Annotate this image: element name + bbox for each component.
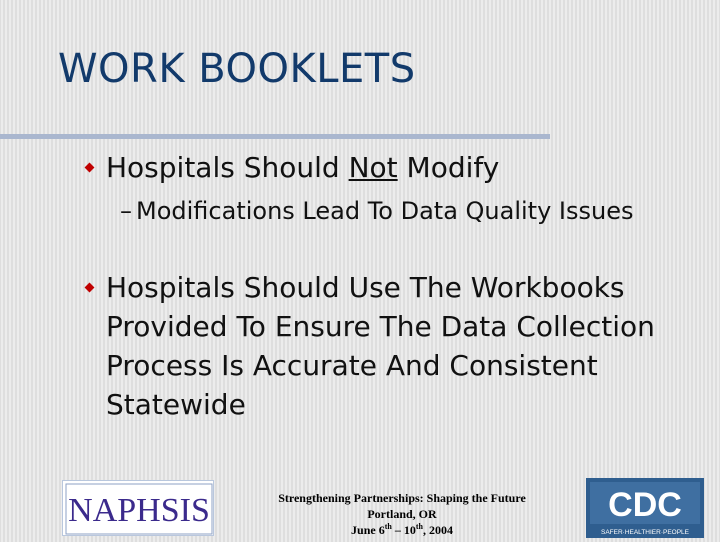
bullet-text-2: Hospitals Should Use The Workbooks Provided To Ensure The Data Collection Process Is Accurate And Consistent Statewide [106,271,655,421]
dash-bullet-icon: – [120,197,132,225]
footer-caption [262,490,542,538]
footer-date-sep: – 10 [391,523,416,537]
sub-bullet-item-1 [120,195,680,227]
bullet-1-prefix: Hospitals Should [106,151,349,184]
sub-bullet-text-1: Modifications Lead To Data Quality Issues [136,197,634,225]
naphsis-logo [62,480,214,536]
footer-line-1: Strengthening Partnerships: Shaping the Future [278,491,526,505]
bullet-1-suffix: Modify [397,151,500,184]
cdc-logo-text: CDC [608,486,682,524]
footer-line-2: Portland, OR [367,507,437,521]
cdc-tagline-text: SAFER·HEALTHIER·PEOPLE [600,529,690,536]
bullet-1-emphasis: Not [348,151,398,184]
cdc-logo-graphic [586,478,704,538]
footer-date-start: June 6 [351,523,385,537]
cdc-logo [586,478,704,538]
diamond-bullet-icon [85,163,95,173]
footer-date-start-sup: th [384,522,392,531]
slide-title: WORK BOOKLETS [58,46,416,92]
footer-line-3 [262,522,542,538]
bullet-item-2 [86,268,696,424]
naphsis-logo-text: NAPHSIS [68,492,210,529]
diamond-bullet-icon [85,283,95,293]
footer-date-end-sup: th [415,522,423,531]
bullet-text-1 [106,148,499,187]
title-divider [0,134,550,139]
naphsis-logo-graphic [63,481,215,537]
bullet-item-1 [86,148,696,187]
footer-date-year: , 2004 [422,523,453,537]
